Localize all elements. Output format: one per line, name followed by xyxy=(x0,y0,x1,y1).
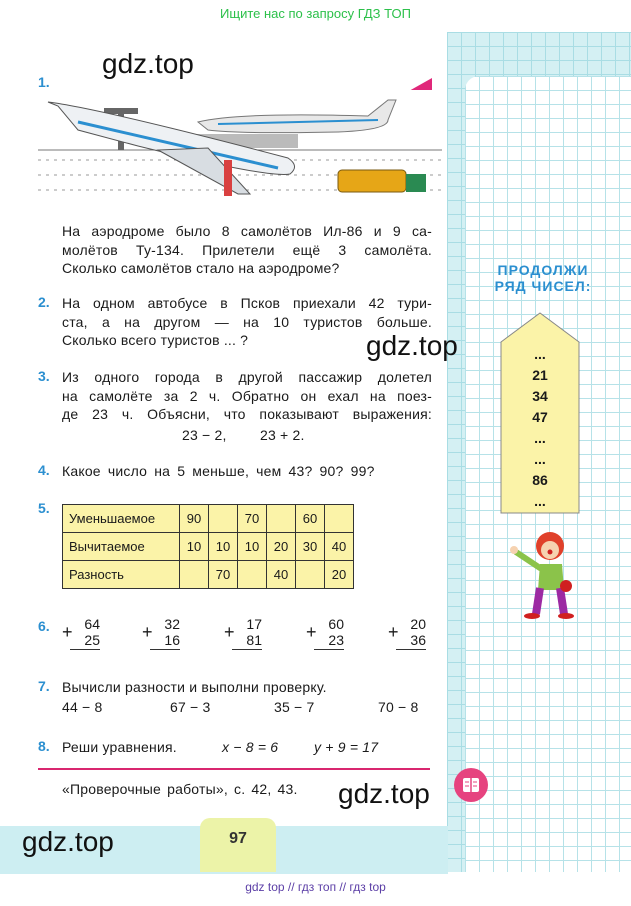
text-line: Из одного города в другой пассажир долетел xyxy=(62,369,432,385)
exercise-3-number: 3. xyxy=(38,368,50,384)
sum-line xyxy=(150,649,180,650)
addends xyxy=(314,616,344,650)
plus-sign: + xyxy=(142,622,153,642)
table-cell[interactable]: 20 xyxy=(325,561,354,589)
sequence-item: 21 xyxy=(532,367,548,383)
text-line: На аэродроме было 8 самолётов Ил-86 и 9 са- xyxy=(62,223,432,239)
exercise-7-text: Вычисли разности и выполни проверку. xyxy=(62,679,327,695)
text-line: Сколько самолётов стало на аэродроме? xyxy=(62,260,340,276)
table-row xyxy=(63,533,354,561)
subtraction-table xyxy=(62,504,354,589)
row-label: Разность xyxy=(63,561,180,589)
watermark: gdz.top xyxy=(366,330,458,361)
top-banner[interactable]: Ищите нас по запросу ГДЗ ТОП xyxy=(220,6,411,21)
exercise-7-number: 7. xyxy=(38,678,50,694)
table-cell[interactable]: 70 xyxy=(209,561,238,589)
equation-2: y + 9 = 17 xyxy=(314,739,379,755)
table-cell[interactable]: 90 xyxy=(180,505,209,533)
text-line: Сколько всего туристов ... ? xyxy=(62,332,249,348)
airport-illustration xyxy=(38,90,442,202)
sidebar-title xyxy=(478,262,608,294)
text-line: на самолёте за 2 ч. Обратно он ехал на поез- xyxy=(62,387,432,404)
plus-sign: + xyxy=(306,622,317,642)
sequence-item: 47 xyxy=(532,409,548,425)
sidebar-title-line: РЯД ЧИСЕЛ: xyxy=(494,278,592,294)
sequence-item: 34 xyxy=(532,388,548,404)
exercise-4-text: Какое число на 5 меньше, чем 43? 90? 99? xyxy=(62,463,375,479)
table-cell[interactable]: 20 xyxy=(267,533,296,561)
bottom-banner[interactable]: gdz top // гдз топ // гдз top xyxy=(245,880,386,894)
difference-expression: 70 − 8 xyxy=(378,699,419,715)
equation-1: x − 8 = 6 xyxy=(222,739,279,755)
addend: 81 xyxy=(246,632,262,648)
addend: 17 xyxy=(246,616,262,632)
row-label: Вычитаемое xyxy=(63,533,180,561)
exercise-1-text xyxy=(62,222,432,278)
exercise-4-number: 4. xyxy=(38,462,50,478)
table-cell[interactable]: 60 xyxy=(296,505,325,533)
plus-sign: + xyxy=(62,622,73,642)
table-cell[interactable] xyxy=(180,561,209,589)
sequence-item: ... xyxy=(534,493,546,509)
addend: 23 xyxy=(328,632,344,648)
clown-illustration xyxy=(506,530,576,620)
table-cell[interactable] xyxy=(238,561,267,589)
table-cell[interactable]: 10 xyxy=(180,533,209,561)
exercise-8-number: 8. xyxy=(38,738,50,754)
addend: 25 xyxy=(84,632,100,648)
watermark: gdz.top xyxy=(22,826,114,857)
addend: 20 xyxy=(410,616,426,632)
difference-expression: 44 − 8 xyxy=(62,699,103,715)
number-sequence xyxy=(500,344,580,512)
table-cell[interactable]: 30 xyxy=(296,533,325,561)
exercise-2-number: 2. xyxy=(38,294,50,310)
expression-2: 23 + 2. xyxy=(260,427,305,443)
addends xyxy=(232,616,262,650)
exercise-1-number: 1. xyxy=(38,74,50,90)
sum-line xyxy=(70,649,100,650)
expression-1: 23 − 2, xyxy=(182,427,227,443)
table-cell[interactable]: 40 xyxy=(325,533,354,561)
sidebar-title-line: ПРОДОЛЖИ xyxy=(497,262,589,278)
row-label: Уменьшаемое xyxy=(63,505,180,533)
text-line: ста, а на другом — на 10 туристов больше. xyxy=(62,313,432,330)
table-cell[interactable] xyxy=(209,505,238,533)
table-cell[interactable]: 10 xyxy=(209,533,238,561)
plus-sign: + xyxy=(224,622,235,642)
sequence-item: ... xyxy=(534,430,546,446)
reference-text: «Проверочные работы», с. 42, 43. xyxy=(62,781,298,797)
book-icon-glyph xyxy=(454,768,488,802)
exercise-6-number: 6. xyxy=(38,618,50,634)
table-row xyxy=(63,561,354,589)
exercise-8-text: Реши уравнения. xyxy=(62,739,177,755)
watermark: gdz.top xyxy=(102,48,194,79)
addends xyxy=(70,616,100,650)
sequence-item: ... xyxy=(534,451,546,467)
page-number: 97 xyxy=(200,818,276,872)
table-cell[interactable] xyxy=(296,561,325,589)
table-cell[interactable] xyxy=(267,505,296,533)
addend: 36 xyxy=(410,632,426,648)
text-line: На одном автобусе в Псков приехали 42 тури- xyxy=(62,295,432,311)
addends xyxy=(396,616,426,650)
difference-expression: 67 − 3 xyxy=(170,699,211,715)
table-row xyxy=(63,505,354,533)
watermark: gdz.top xyxy=(338,778,430,809)
text-line: молётов Ту-134. Прилетели ещё 3 самолёта. xyxy=(62,241,432,258)
exercise-5-number: 5. xyxy=(38,500,50,516)
plus-sign: + xyxy=(388,622,399,642)
addend: 16 xyxy=(164,632,180,648)
table-cell[interactable]: 10 xyxy=(238,533,267,561)
exercise-2-text xyxy=(62,294,432,350)
difference-expression: 35 − 7 xyxy=(274,699,315,715)
addends xyxy=(150,616,180,650)
addend: 32 xyxy=(164,616,180,632)
table-cell[interactable]: 70 xyxy=(238,505,267,533)
sum-line xyxy=(232,649,262,650)
sum-line xyxy=(396,649,426,650)
book-icon xyxy=(454,768,488,802)
sequence-item: ... xyxy=(534,346,546,362)
exercise-3-text xyxy=(62,368,432,424)
addend: 64 xyxy=(84,616,100,632)
table-cell[interactable]: 40 xyxy=(267,561,296,589)
table-cell[interactable] xyxy=(325,505,354,533)
sequence-item: 86 xyxy=(532,472,548,488)
text-line: де 23 ч. Объясни, что показывают выражения: xyxy=(62,406,432,422)
addend: 60 xyxy=(328,616,344,632)
sum-line xyxy=(314,649,344,650)
divider-line xyxy=(38,768,430,770)
